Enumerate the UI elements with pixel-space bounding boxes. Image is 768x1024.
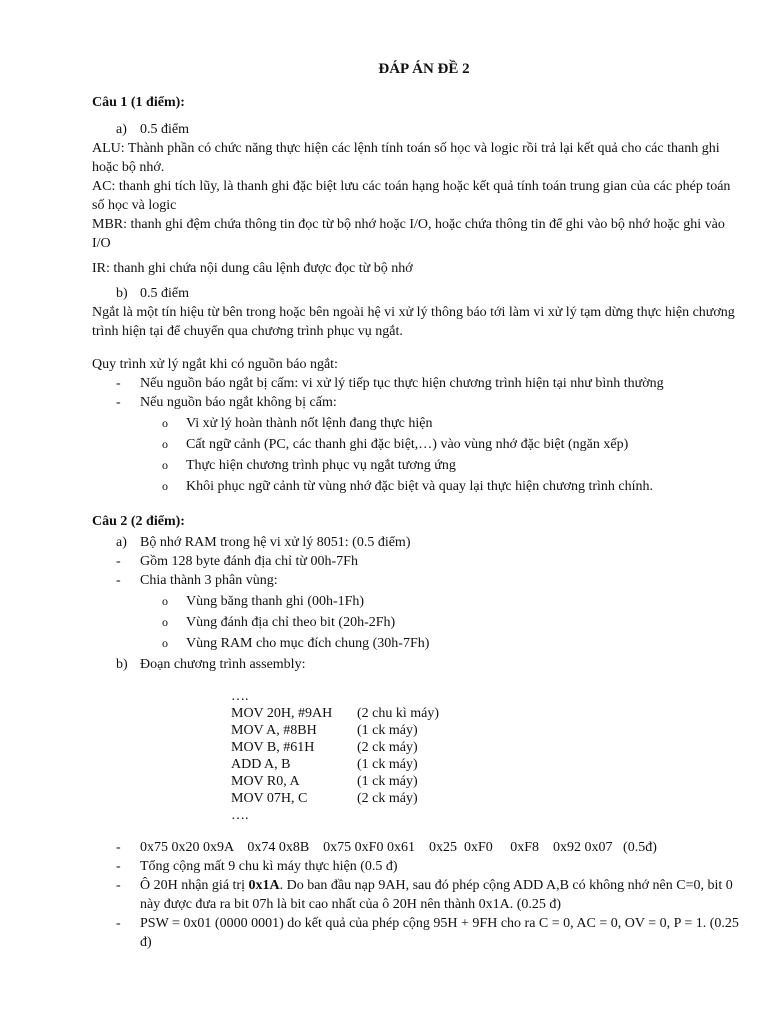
part-b-marker: b) <box>116 657 128 672</box>
list-item: - 0x75 0x20 0x9A 0x74 0x8B 0x75 0xF0 0x61 0x25 0xF0 0xF8 0x92 0x07 (0.5đ) <box>92 838 742 857</box>
ram-list <box>92 552 742 653</box>
document-page <box>92 60 742 952</box>
list-item: o Khôi phục ngữ cảnh từ vùng nhớ đặc biệt và quay lại thực hiện chương trình chính. <box>92 477 742 496</box>
code-cycles: (2 ck máy) <box>357 791 418 806</box>
list-item <box>92 876 742 914</box>
code-instruction: MOV A, #8BH <box>231 723 317 738</box>
interrupt-definition: Ngắt là một tín hiệu từ bên trong hoặc bên ngoài hệ vi xử lý thông báo tới làm vi xử lý tạm dừng thực hiện chương trình hiện tại để chuyển qua chương trình phục vụ ngắt. <box>92 305 735 339</box>
code-ellipsis: …. <box>231 808 249 823</box>
part-b-text: Đoạn chương trình assembly: <box>140 657 306 672</box>
code-cycles: (1 ck máy) <box>357 774 418 789</box>
list-item: o Vùng RAM cho mục đích chung (30h-7Fh) <box>92 634 742 653</box>
cell-text-pre: Ô 20H nhận giá trị <box>140 878 249 893</box>
code-line <box>231 790 742 807</box>
answer-list <box>92 838 742 952</box>
list-item: o Thực hiện chương trình phục vụ ngắt tương ứng <box>92 456 742 475</box>
code-cycles: (1 ck máy) <box>357 757 418 772</box>
code-line <box>231 773 742 790</box>
ram-zones-list <box>92 592 742 653</box>
alu-definition: ALU: Thành phần có chức năng thực hiện các lệnh tính toán số học và logic rồi trả lại kết quả cho các thanh ghi hoặc bộ nhớ. <box>92 141 720 175</box>
list-item: o Vi xử lý hoàn thành nốt lệnh đang thực hiện <box>92 414 742 433</box>
code-instruction: MOV R0, A <box>231 774 300 789</box>
part-a-text: Bộ nhớ RAM trong hệ vi xử lý 8051: (0.5 điểm) <box>140 535 411 550</box>
interrupt-process-intro: Quy trình xử lý ngắt khi có nguồn báo ngắt: <box>92 357 338 372</box>
list-item-text: Chia thành 3 phân vùng: <box>140 573 278 588</box>
part-b-marker: b) <box>116 286 128 301</box>
question-2-heading: Câu 2 (2 điểm): <box>92 514 185 529</box>
interrupt-steps-list <box>92 414 742 496</box>
question-1-heading: Câu 1 (1 điểm): <box>92 95 185 110</box>
code-line <box>231 739 742 756</box>
cell-text-post: . Do ban đầu nạp 9AH, sau đó phép cộng ADD A,B có không nhớ nên C=0, bit 0 này được đưa ra bit 07h là bit cao nhất của ô 20H nên thành 0x1A. (0.25 đ) <box>140 878 733 912</box>
list-item: - Tổng cộng mất 9 chu kì máy thực hiện (0.5 đ) <box>92 857 742 876</box>
code-instruction: MOV 20H, #9AH <box>231 706 333 721</box>
code-instruction: ADD A, B <box>231 757 291 772</box>
code-line <box>231 705 742 722</box>
q2-part-a <box>92 533 742 552</box>
part-b-score: 0.5 điểm <box>140 286 189 301</box>
code-instruction: MOV 07H, C <box>231 791 308 806</box>
document-title: ĐÁP ÁN ĐỀ 2 <box>378 61 470 77</box>
assembly-code-block <box>92 688 742 824</box>
code-cycles: (2 chu kì máy) <box>357 706 440 721</box>
list-item <box>92 393 742 496</box>
part-a-score: 0.5 điểm <box>140 122 189 137</box>
list-item: - PSW = 0x01 (0000 0001) do kết quả của phép cộng 95H + 9FH cho ra C = 0, AC = 0, OV = 0, P = 1. (0.25 đ) <box>92 914 742 952</box>
code-cycles: (2 ck máy) <box>357 740 418 755</box>
ir-definition: IR: thanh ghi chứa nội dung câu lệnh được đọc từ bộ nhớ <box>92 261 413 276</box>
list-item: o Vùng đánh địa chỉ theo bit (20h-2Fh) <box>92 613 742 632</box>
interrupt-process-list <box>92 374 742 496</box>
ac-definition: AC: thanh ghi tích lũy, là thanh ghi đặc biệt lưu các toán hạng hoặc kết quả tính toán trung gian của các phép toán số học và logic <box>92 179 731 213</box>
q1-part-b-label <box>92 284 742 303</box>
list-item: o Vùng băng thanh ghi (00h-1Fh) <box>92 592 742 611</box>
list-item-text: Nếu nguồn báo ngắt không bị cấm: <box>140 395 337 410</box>
code-line <box>231 756 742 773</box>
code-line <box>231 722 742 739</box>
list-item: - Nếu nguồn báo ngắt bị cấm: vi xử lý tiếp tục thực hiện chương trình hiện tại như bình thường <box>92 374 742 393</box>
list-item: o Cất ngữ cảnh (PC, các thanh ghi đặc biệt,…) vào vùng nhớ đặc biệt (ngăn xếp) <box>92 435 742 454</box>
list-item <box>92 571 742 653</box>
part-a-marker: a) <box>116 535 127 550</box>
mbr-definition: MBR: thanh ghi đệm chứa thông tin đọc từ bộ nhớ hoặc I/O, hoặc chứa thông tin để ghi vào bộ nhớ hoặc ghi vào I/O <box>92 217 725 251</box>
code-instruction: MOV B, #61H <box>231 740 315 755</box>
q1-part-a-label <box>92 120 742 139</box>
q2-part-b <box>92 655 742 674</box>
cell-value: 0x1A <box>248 878 280 893</box>
code-ellipsis: …. <box>231 689 249 704</box>
part-a-marker: a) <box>116 122 127 137</box>
code-cycles: (1 ck máy) <box>357 723 418 738</box>
list-item: - Gồm 128 byte đánh địa chỉ từ 00h-7Fh <box>92 552 742 571</box>
